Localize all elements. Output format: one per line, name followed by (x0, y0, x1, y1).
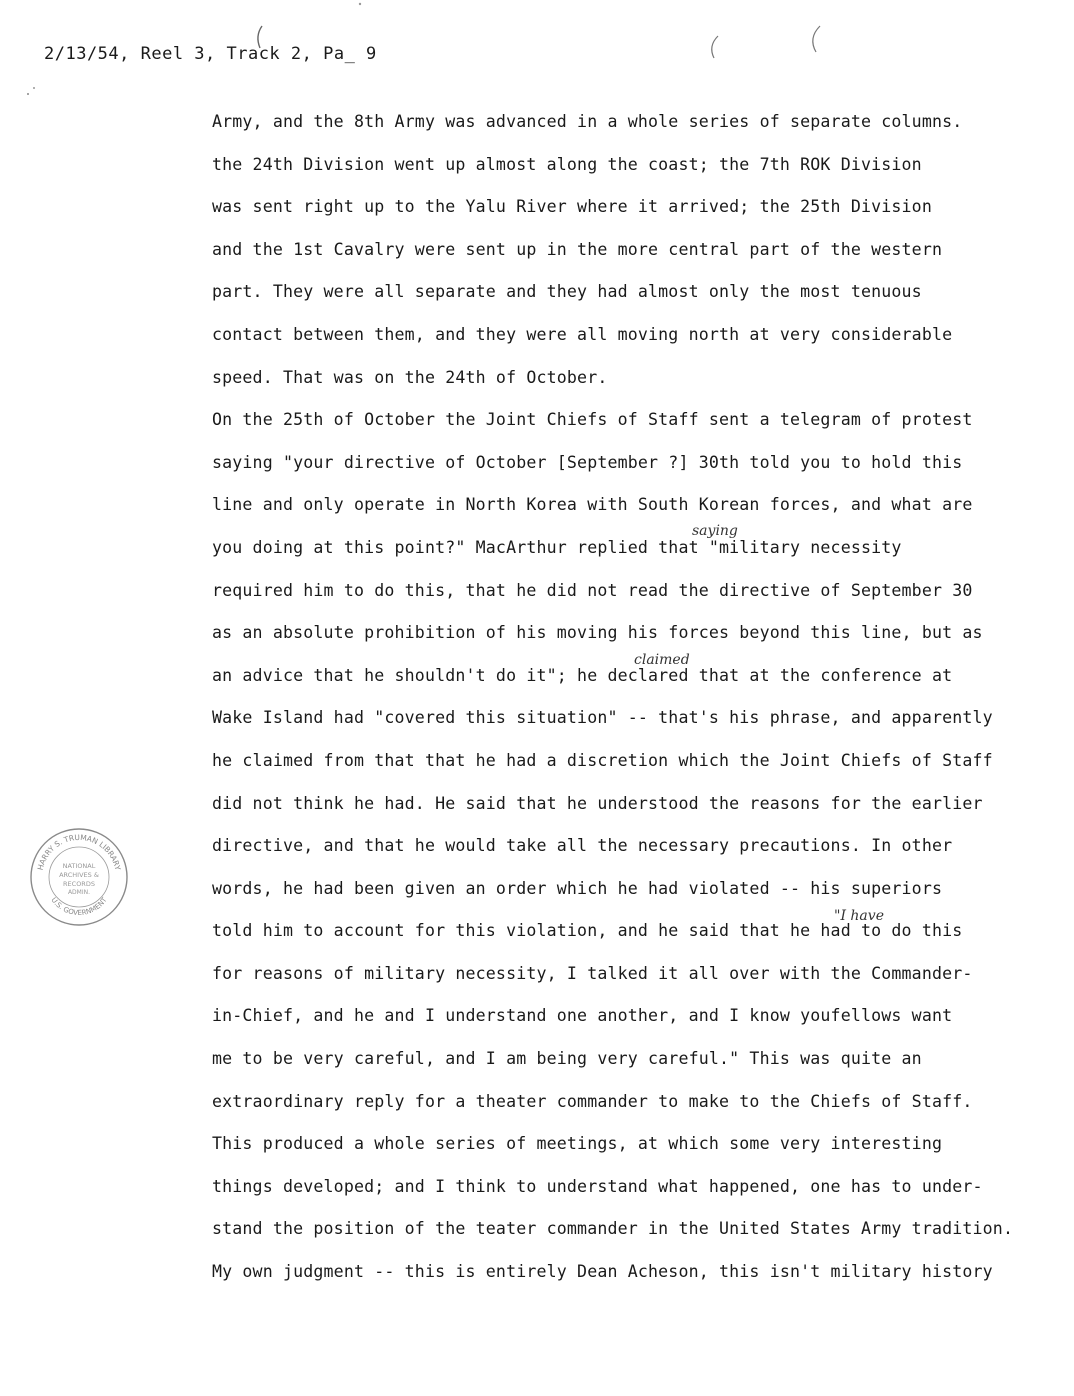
truman-library-stamp (28, 826, 130, 928)
transcript-line: directive, and that he would take all the necessary precautions. In other (212, 836, 953, 856)
transcript-line: Wake Island had "covered this situation" -- that's his phrase, and apparently (212, 708, 993, 728)
handwritten-note-saying: saying (692, 523, 738, 539)
transcript-line: an advice that he shouldn't do it"; he declared that at the conference at (212, 665, 953, 685)
stamp-center-4: ADMIN. (67, 889, 91, 896)
handwritten-note-i-have: "I have (834, 908, 884, 924)
transcript-line: speed. That was on the 24th of October. (212, 367, 608, 387)
stamp-bottom-text: U.S. GOVERNMENT (49, 896, 109, 918)
transcript-line: he claimed from that that he had a discretion which the Joint Chiefs of Staff (212, 750, 993, 770)
transcript-line: me to be very careful, and I am being very careful." This was quite an (212, 1049, 922, 1069)
page-header: 2/13/54, Reel 3, Track 2, Pa_ 9 (44, 44, 377, 64)
transcript-line: This produced a whole series of meetings, at which some very interesting (212, 1134, 943, 1154)
transcript-line: part. They were all separate and they had almost only the most tenuous (212, 282, 922, 302)
transcript-line: extraordinary reply for a theater commander to make to the Chiefs of Staff. (212, 1091, 973, 1111)
stamp-center-3: RECORDS (63, 880, 95, 888)
transcript-line: things developed; and I think to understand what happened, one has to under- (212, 1176, 983, 1196)
transcript-line: for reasons of military necessity, I talked it all over with the Commander- (212, 963, 973, 983)
handwritten-note-claimed: claimed (634, 652, 690, 668)
transcript-line: Army, and the 8th Army was advanced in a whole series of separate columns. (212, 112, 963, 131)
stamp-ring-text: HARRY S. TRUMAN LIBRARY (35, 832, 123, 872)
transcript-line: stand the position of the teater commander in the United States Army tradition. (212, 1219, 1014, 1239)
stamp-center-2: ARCHIVES & (59, 871, 99, 879)
transcript-line: did not think he had. He said that he understood the reasons for the earlier (212, 793, 983, 813)
transcript-line: My own judgment -- this is entirely Dean Acheson, this isn't military history (212, 1262, 993, 1282)
transcript-line: and the 1st Cavalry were sent up in the more central part of the western (212, 239, 943, 259)
transcript-line: you doing at this point?" MacArthur replied that "military necessity (212, 537, 902, 557)
transcript-line: was sent right up to the Yalu River where it arrived; the 25th Division (212, 197, 932, 217)
transcript-line: required him to do this, that he did not read the directive of September 30 (212, 580, 973, 600)
transcript-body (212, 106, 1052, 1299)
transcript-line: as an absolute prohibition of his moving his forces beyond this line, but as (212, 623, 983, 643)
transcript-line: told him to account for this violation, and he said that he had to do this (212, 921, 963, 941)
transcript-line: saying "your directive of October [September ?] 30th told you to hold this (212, 452, 963, 472)
transcript-line: words, he had been given an order which he had violated -- his superiors (212, 878, 943, 898)
transcript-line: contact between them, and they were all moving north at very considerable (212, 324, 953, 344)
transcript-line: in-Chief, and he and I understand one another, and I know youfellows want (212, 1006, 953, 1026)
transcript-line: line and only operate in North Korea with South Korean forces, and what are (212, 495, 973, 515)
stamp-center-1: NATIONAL (62, 862, 96, 870)
transcript-line: On the 25th of October the Joint Chiefs of Staff sent a telegram of protest (212, 410, 973, 430)
transcript-line: the 24th Division went up almost along the coast; the 7th ROK Division (212, 154, 922, 174)
